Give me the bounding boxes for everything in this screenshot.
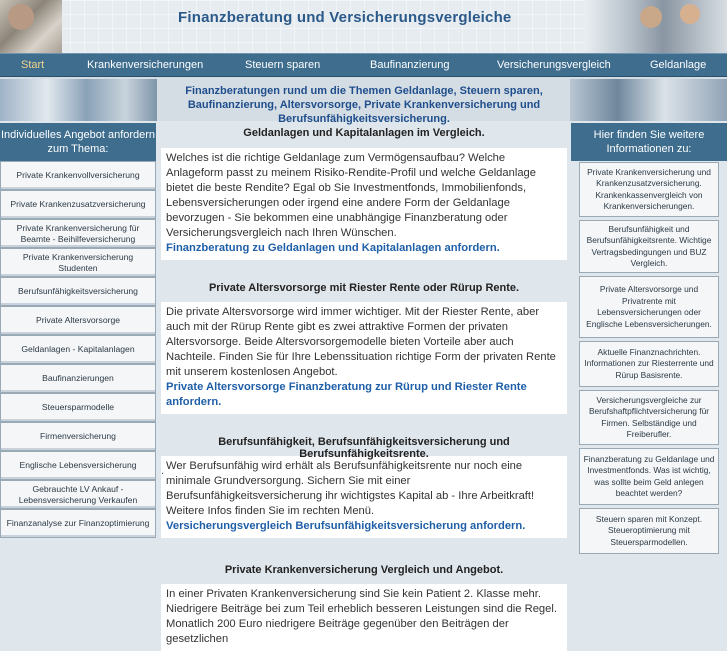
nav-versicherungsvergleich[interactable]: Versicherungsvergleich (497, 59, 611, 71)
left-link-krankenvollversicherung[interactable]: Private Krankenvollversicherung (0, 161, 156, 190)
main-nav (0, 53, 727, 77)
right-link-berufshaftpflicht[interactable]: Versicherungsvergleiche zur Berufshaftpflichtversicherung für Firmen. Selbständige und Freiberufler. (579, 390, 719, 445)
stray-dot: . (161, 466, 165, 477)
left-link-beihilfeversicherung[interactable]: Private Krankenversicherung für Beamte - Beihilfeversicherung (0, 219, 156, 248)
right-link-geldanlage[interactable]: Finanzberatung zu Geldanlage und Investmentfonds. Was ist wichtig, was sollte beim Geld anlegen beachtet werden? (579, 448, 719, 505)
left-link-krankenzusatzversicherung[interactable]: Private Krankenzusatzversicherung (0, 190, 156, 219)
right-sidebar (579, 162, 719, 557)
section-title-altersvorsorge: Private Altersvorsorge mit Riester Rente oder Rürup Rente. (208, 282, 520, 294)
office-photo-left (0, 79, 157, 121)
main-content (161, 121, 567, 651)
section-title-berufsunfaehigkeit: Berufsunfähigkeit, Berufsunfähigkeitsversicherung und Berufsunfähigkeitsrente. (218, 436, 510, 460)
left-link-berufsunfaehigkeit[interactable]: Berufsunfähigkeitsversicherung (0, 277, 156, 306)
left-link-finanzanalyse[interactable]: Finanzanalyse zur Finanzoptimierung (0, 509, 156, 538)
left-link-gebrauchte-lv[interactable]: Gebrauchte LV Ankauf - Lebensversicherung Verkaufen (0, 480, 156, 509)
section-text-krankenversicherung: In einer Privaten Krankenversicherung sind Sie kein Patient 2. Klasse mehr. Niedrigere Beiträge bei zum Teil erheblich besseren Leistungen sind die Regel. Monatlich 200 Euro niedrigere Beiträge gegenüber den Beiträgen der gesetzlichen (166, 588, 557, 645)
section-body-berufsunfaehigkeit (161, 456, 567, 538)
left-link-geldanlagen[interactable]: Geldanlagen - Kapitalanlagen (0, 335, 156, 364)
right-link-berufsunfaehigkeit[interactable]: Berufsunfähigkeit und Berufsunfähigkeitsrente. Wichtige Vertragsbedingungen und BUZ Vergleich. (579, 220, 719, 273)
section-text-geldanlagen: Welches ist die richtige Geldanlage zum Vermögensaufbau? Welche Anlageform passt zu meinem Risiko-Rendite-Profil und welche Geldanlage bietet die beste Rendite? Egal ob Sie Investmentfonds, Immobilienfonds, Lebensversicherungen oder irgend eine andere Form der Geldanlage bevorzugen - Sie bekommen eine unabhängige Finanzberatung oder Versicherungsvergleich nach Ihren Wünschen. (166, 152, 536, 239)
left-sidebar (0, 161, 156, 538)
left-link-englische-lv[interactable]: Englische Lebensversicherung (0, 451, 156, 480)
right-link-krankenversicherung[interactable]: Private Krankenversicherung und Krankenzusatzversicherung. Krankenkassenvergleich von Krankenversicherungen. (579, 162, 719, 217)
left-link-firmenversicherung[interactable]: Firmenversicherung (0, 422, 156, 451)
left-sidebar-heading: Individuelles Angebot anfordern zum Thema: (0, 123, 156, 161)
nav-steuern-sparen[interactable]: Steuern sparen (245, 59, 321, 71)
nav-krankenversicherungen[interactable]: Krankenversicherungen (87, 59, 204, 71)
header-photo-left (0, 0, 62, 53)
section-text-berufsunfaehigkeit: Wer Berufsunfähig wird erhält als Berufsunfähigkeitsrente nur noch eine minimale Grundversorgung. Sichern Sie mit einer Berufsunfähigkeitsversicherung ihr wichtigstes Kapital ab - Ihre Arbeitkraft! Weitere Infos finden Sie im rechten Menü. (166, 460, 535, 517)
left-link-altersvorsorge[interactable]: Private Altersvorsorge (0, 306, 156, 335)
left-link-steuersparmodelle[interactable]: Steuersparmodelle (0, 393, 156, 422)
section-text-altersvorsorge: Die private Altersvorsorge wird immer wichtiger. Mit der Riester Rente, aber auch mit der Rürup Rente gibt es zwei attraktive Formen der privaten Altersvorsorge. Beide Altersvorsorgemodelle bieten Vorteile aber auch Nachteile. Finden Sie für Ihre Lebenssituation richtige Form der privaten Rente mit unserem kostenlosen Angebot. (166, 306, 556, 378)
section-link-altersvorsorge[interactable]: Private Altersvorsorge Finanzberatung zur Rürup und Riester Rente anfordern. (166, 381, 527, 408)
section-body-altersvorsorge (161, 302, 567, 414)
site-header (0, 0, 727, 53)
right-link-altersvorsorge[interactable]: Private Altersvorsorge und Privatrente mit Lebensversicherungen oder Englische Lebensversicherungen. (579, 276, 719, 338)
section-link-geldanlagen[interactable]: Finanzberatung zu Geldanlagen und Kapitalanlagen anfordern. (166, 242, 500, 254)
right-link-steuern-sparen[interactable]: Steuern sparen mit Konzept. Steueroptimierung mit Steuersparmodellen. (579, 508, 719, 554)
section-body-krankenversicherung (161, 584, 567, 651)
site-title: Finanzberatung und Versicherungsvergleiche (178, 9, 512, 26)
section-title-geldanlagen: Geldanlagen und Kapitalanlagen im Vergleich. (243, 127, 485, 139)
nav-geldanlage[interactable]: Geldanlage (650, 59, 707, 71)
section-title-krankenversicherung: Private Krankenversicherung Vergleich und Angebot. (224, 564, 504, 576)
section-body-geldanlagen (161, 148, 567, 260)
intro-text: Finanzberatungen rund um die Themen Geldanlage, Steuern sparen, Baufinanzierung, Altersvorsorge, Private Krankenversicherung und Berufsunfähigkeitsversicherung. (185, 85, 543, 125)
nav-baufinanzierung[interactable]: Baufinanzierung (370, 59, 450, 71)
section-link-berufsunfaehigkeit[interactable]: Versicherungsvergleich Berufsunfähigkeitsversicherung anfordern. (166, 520, 526, 532)
office-photo-right (570, 79, 727, 121)
right-link-finanznachrichten[interactable]: Aktuelle Finanznachrichten. Informationen zur Riesterrente und Rürup Basisrente. (579, 341, 719, 387)
nav-start[interactable]: Start (21, 59, 45, 71)
header-photo-right (585, 0, 727, 53)
right-sidebar-heading: Hier finden Sie weitere Informationen zu: (571, 123, 727, 161)
left-link-baufinanzierungen[interactable]: Baufinanzierungen (0, 364, 156, 393)
left-link-studenten[interactable]: Private Krankenversicherung Studenten (0, 248, 156, 277)
